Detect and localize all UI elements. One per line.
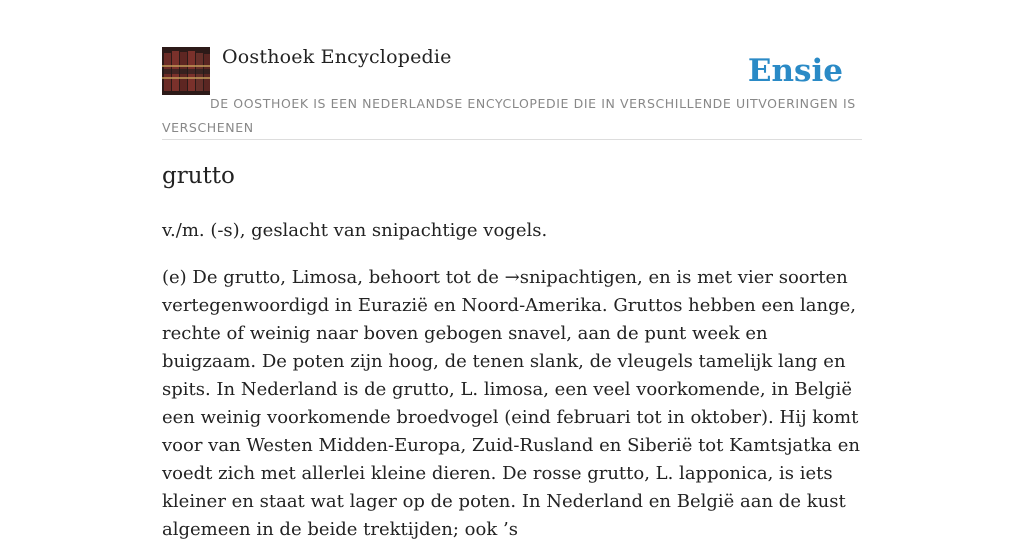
site-header — [162, 0, 862, 140]
page — [162, 0, 862, 540]
entry-definition: v./m. (-s), geslacht van snipachtige vogels. — [162, 220, 548, 241]
site-tagline: DE OOSTHOEK IS EEN NEDERLANDSE ENCYCLOPEDIE DIE IN VERSCHILLENDE UITVOERINGEN IS VERSCHENEN — [162, 96, 856, 135]
brand-logo[interactable]: Ensie — [747, 53, 843, 89]
entry-body: (e) De grutto, Limosa, behoort tot de →snipachtigen, en is met vier soorten vertegenwoordigd in Eurazië en Noord-Amerika. Gruttos hebben een lange, rechte of weinig naar boven gebogen snavel, aan de punt week en buigzaam. De poten zijn hoog, de tenen slank, de vleugels tamelijk lang en spits. In Nederland is de grutto, L. limosa, een veel voorkomende, in België een weinig voorkomende broedvogel (eind februari tot in oktober). Hij komt voor van Westen Midden-Europa, Zuid-Rusland en Siberië tot Kamtsjatka en voedt zich met allerlei kleine dieren. De rosse grutto, L. lapponica, is iets kleiner en staat wat lager op de poten. In Nederland en België aan de kust algemeen in de beide trektijden; ook ’s — [162, 267, 860, 540]
site-title[interactable]: Oosthoek Encyclopedie — [222, 46, 452, 68]
encyclopedia-avatar-icon[interactable] — [162, 47, 210, 95]
entry-title: grutto — [162, 163, 235, 189]
